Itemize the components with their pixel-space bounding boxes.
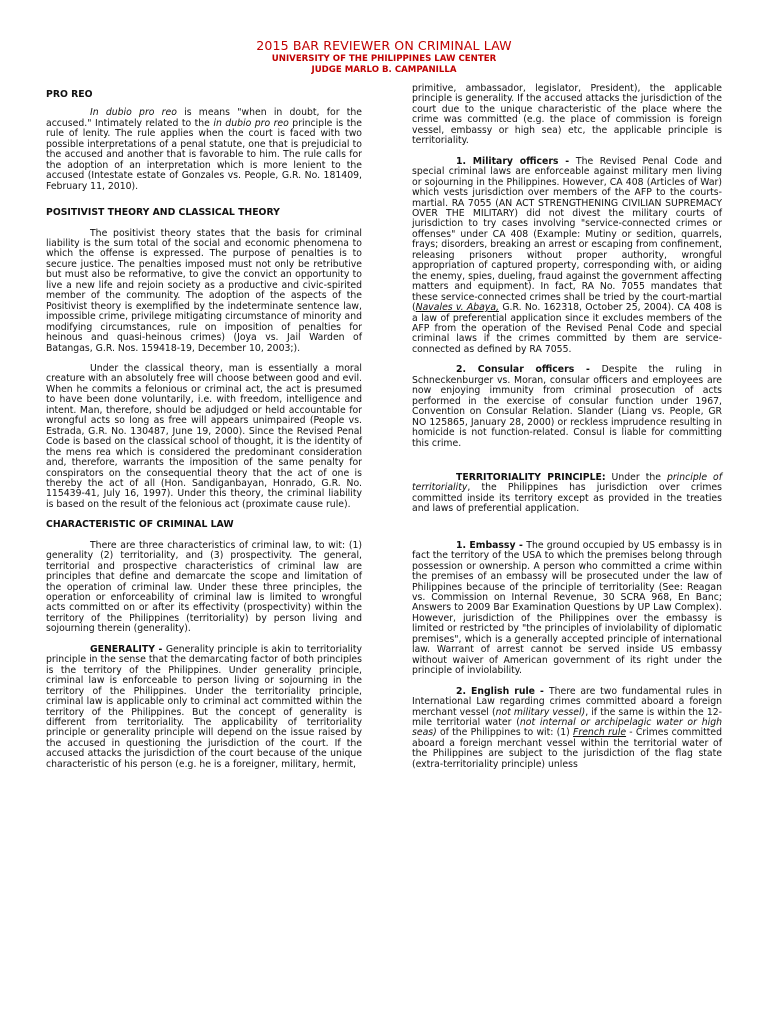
paragraph-positivist: The positivist theory states that the basis for criminal liability is the sum total of the social and economic phenomena to which the offense is expressed. The purpose of penalties is to secure justice. The penalties imposed must not only be retributive but must also be reformative, to give the convict an opportunity to live a new life and rejoin society as a productive and civic-spirited member of the community. The adoption of the aspects of the Positivist theory is exemplified by the indeterminate sentence law, impossible crime, privilege mitigating circumstance of minority and modifying circumstances, rule on imposition of penalties for heinous and quasi-heinous crimes) (Joya vs. Jail Warden of Batangas, G.R. Nos. 159418-19, December 10, 2003;). <box>46 227 362 354</box>
text-span: G.R. No. 162318, October 25, 2004). CA 408 is a law of preferential application since it excludes members of the AFP from the operation of the Revised Penal Code and special criminal laws if the crimes committed by them are service-connected as defined by RA 7055. <box>412 302 722 355</box>
heading-characteristic: CHARACTERISTIC OF CRIMINAL LAW <box>46 519 234 531</box>
text-span: is means "when in doubt, for the accused." Intimately related to the <box>46 107 362 129</box>
heading-pro-reo: PRO REO <box>46 89 93 100</box>
left-column <box>46 84 362 770</box>
paragraph-pro-reo <box>46 108 362 192</box>
paragraph-classical: Under the classical theory, man is essentially a moral creature with an absolutely free will choose between good and evil. When he commits a felonious or criminal act, the act is presumed to have been done voluntarily, i.e. with freedom, intelligence and intent. Man, therefore, should be adjudged or held accountable for wrongful acts so long as free will appears unimpaired (People vs. Estrada, G.R. No. 130487, June 19, 2000). Since the Revised Penal Code is based on the classical school of thought, it is the identity of the mens rea which is considered the predominant consideration and, therefore, warrants the imposition of the same penalty for conspirators on the consequential theory that the act of one is thereby the act of all (Hon. Sandiganbayan, Honrado, G.R. No. 115439-41, July 16, 1997). Under this theory, the criminal liability is based on the result of the felonious act (proximate cause rule). <box>46 362 362 510</box>
text-span: principle is the rule of lenity. The rule applies when the court is faced with two possible interpretations of a penal statute, one that is prejudicial to the accused and another that is favorable to him. The rule calls for the adoption of an interpretation which is more lenient to the accused (Intestate estate of Gonzales vs. People, G.R. No. 181409, February 11, 2010). <box>46 117 362 192</box>
paragraph-embassy <box>412 541 722 677</box>
term-french-rule: French rule <box>573 727 627 739</box>
text-span: Despite the ruling in Schneckenburger vs. Moran, consular officers and employees are now enjoying immunity from criminal prosecution of acts performed in the exercise of consular function under 1967, Convention on Consular Relation. Slander (Liang vs. People, GR NO 125865, January 28, 2000) or reckless imprudence resulting in homicide is not function-related. Consul is liable for committing this crime. <box>412 364 722 449</box>
term-not-internal: not internal or archipelagic water or high seas) <box>412 717 722 739</box>
text-span: , if the same is within the 12-mile territorial water ( <box>412 706 723 729</box>
text-span: of the Philippines to wit: (1) <box>436 727 574 739</box>
text-span: The Revised Penal Code and special criminal laws are enforceable against military men living or sojourning in the Philippines. However, CA 408 (Articles of War) which vests jurisdiction over members of the AFP to the courts-martial. RA 7055 (AN ACT STRENGTHENING CIVILIAN SUPREMACY OVER THE MILITARY) did not divest the military courts of jurisdiction to try cases involving "service-connected crimes or offenses" under CA 408 (Example: Mutiny or sedition, quarrels, frays; disorders, breaking an arrest or escaping from confinement, releasing prisoners without proper authority, wrongful appropriation of captured property, corresponding with, or aiding the enemy, spies, dueling, fraud against the government affecting matters and equipment). In fact, RA No. 7055 mandates that these service-connected crimes shall be tried by the court-martial ( <box>412 155 722 314</box>
paragraph-continued: primitive, ambassador, legislator, President), the applicable principle is generality. If the accused attacks the jurisdiction of the court due to the unique characteristic of the place where the crime was committed (e.g. the place of commission is foreign vessel, embassy or high sea) etc, the applicable principle is territoriality. <box>412 83 722 147</box>
paragraph-characteristic: There are three characteristics of criminal law, to wit: (1) generality (2) territoriality, and (3) prospectivity. The general, territorial and prospective characteristics of criminal law are principles that define and demarcate the scope and limitation of the operation of criminal law. Under these three principles, the operation or enforceability of criminal law is limited to wrongful acts committed on or after its effectivity (prospectivity) within the territory of the Philippines (territoriality) by person living and sojourning therein (generality). <box>46 539 362 635</box>
author-line: JUDGE MARLO B. CAMPANILLA <box>311 65 457 75</box>
label-generality: GENERALITY - <box>90 643 166 655</box>
label-consular: 2. Consular officers - <box>456 364 602 376</box>
paragraph-generality <box>46 645 362 770</box>
label-english-rule: 2. English rule - <box>456 685 549 697</box>
label-territoriality: TERRITORIALITY PRINCIPLE: <box>456 471 606 483</box>
document-title: 2015 BAR REVIEWER ON CRIMINAL LAW <box>256 38 512 53</box>
case-citation: Navales v. Abaya, <box>415 302 500 314</box>
term-in-dubio: In dubio pro reo <box>90 107 177 119</box>
term-territoriality: principle of territoriality <box>412 471 723 494</box>
institution-line: UNIVERSITY OF THE PHILIPPINES LAW CENTER <box>271 54 497 64</box>
heading-positivist: POSITIVIST THEORY AND CLASSICAL THEORY <box>46 207 280 219</box>
term-not-military: not military vessel) <box>495 706 586 718</box>
label-embassy: 1. Embassy - <box>456 539 527 551</box>
text-span: - Crimes committed aboard a foreign merchant vessel within the territorial water of the Philippines are subject to the jurisdiction of the flag state (extra-territoriality principle) unless <box>412 727 722 770</box>
text-span: The ground occupied by US embassy is in fact the territory of the USA to which the premises belong through possession or ownership. A person who committed a crime within the premises of an embassy will be prosecuted under the law of Philippines because of the principle of territoriality (See: Reagan vs. Commission on Internal Revenue, 30 SCRA 968, En Banc; Answers to 2009 Bar Examination Questions by UP Law Complex). However, jurisdiction of the Philippines over the embassy is limited or restricted by "the principles of inviolability of diplomatic premises", which is a generally accepted principle of international law. Warrant of arrest cannot be served inside US embassy without waiver of American government of its right under the principle of inviolability. <box>412 539 722 677</box>
paragraph-military <box>412 157 722 356</box>
text-span: , the Philippines has jurisdiction over crimes committed inside its territory except as provided in the treaties and laws of preferential application. <box>412 482 722 515</box>
term-in-dubio-2: in dubio pro reo <box>213 117 289 129</box>
text-span: Under the <box>605 471 667 483</box>
label-military: 1. Military officers - <box>456 155 576 167</box>
text-span: There are two fundamental rules in International Law regarding crimes committed aboard a foreign merchant vessel ( <box>412 685 722 718</box>
paragraph-consular <box>412 365 722 449</box>
paragraph-territoriality <box>412 473 722 515</box>
right-column <box>412 84 722 770</box>
text-span: Generality principle is akin to territoriality principle in the sense that the demarcating factor of both principles is the territory of the Philippines. Under generality principle, criminal law is enforceable to person living or sojourning in the territory of the Philippines. Under the territoriality principle, criminal law is applicable only to criminal act committed within the territory of the Philippines. But the concept of generality is different from territoriality. The applicability of territoriality principle or generality principle will depend on the issue raised by the accused in questioning the jurisdiction of the court. If the accused attacks the jurisdiction of the court because of the unique characteristic of his person (e.g. he is a foreigner, military, hermit, <box>46 643 362 770</box>
paragraph-english-rule <box>412 687 722 771</box>
